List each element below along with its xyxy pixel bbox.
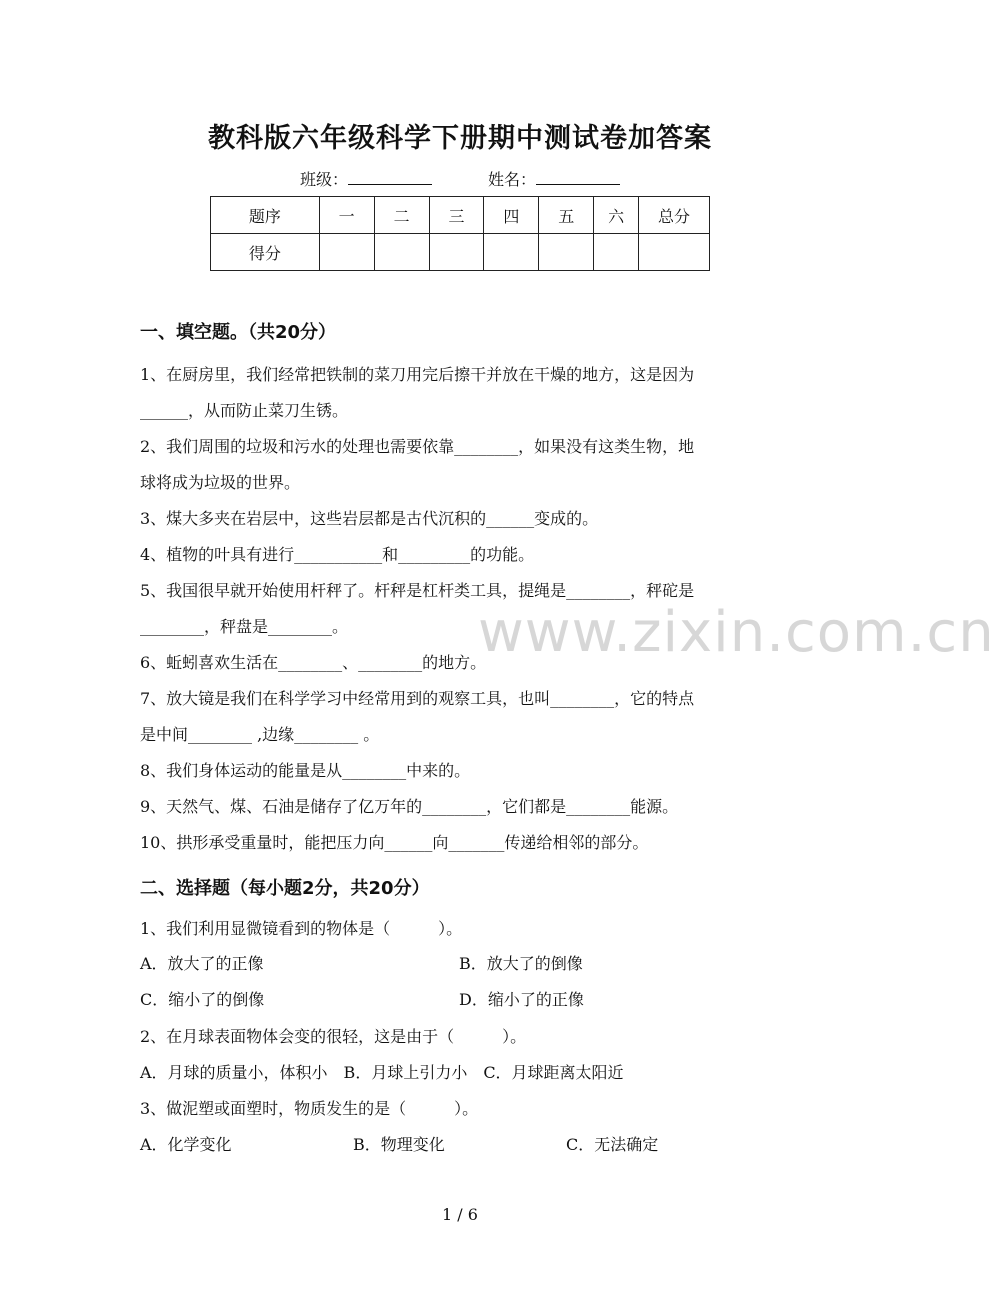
q1-option-d: D．缩小了的正像 — [459, 990, 584, 1009]
question-line: 6、蚯蚓喜欢生活在________、________的地方。 — [140, 653, 487, 672]
question-line: 3、煤大多夹在岩层中，这些岩层都是古代沉积的______变成的。 — [140, 509, 599, 528]
q3-option-a: A．化学变化 — [140, 1135, 232, 1154]
score-header-cell: 总分 — [639, 197, 710, 234]
score-header-cell: 一 — [319, 197, 374, 234]
question-line: 2、我们周围的垃圾和污水的处理也需要依靠________，如果没有这类生物，地 — [140, 437, 695, 456]
class-blank — [348, 170, 432, 185]
question-line: 是中间________ ,边缘________ 。 — [140, 725, 380, 744]
question-line: ________，秤盘是________。 — [140, 617, 349, 636]
q2-options: A．月球的质量小，体积小 B．月球上引力小 C．月球距离太阳近 — [140, 1063, 624, 1082]
score-table — [210, 196, 710, 271]
score-header-cell: 二 — [374, 197, 429, 234]
question-line: 7、放大镜是我们在科学学习中经常用到的观察工具，也叫________，它的特点 — [140, 689, 695, 708]
score-cell — [429, 234, 484, 271]
page-number: 1 / 6 — [442, 1205, 478, 1224]
q1-option-c: C．缩小了的倒像 — [140, 990, 265, 1009]
score-cell — [594, 234, 639, 271]
question-line: 4、植物的叶具有进行___________和_________的功能。 — [140, 545, 535, 564]
score-header-cell: 六 — [594, 197, 639, 234]
q1-stem: 1、我们利用显微镜看到的物体是（ ）。 — [140, 919, 463, 938]
q1-option-a: A．放大了的正像 — [140, 954, 264, 973]
score-header-cell: 题序 — [211, 197, 320, 234]
question-line: 1、在厨房里，我们经常把铁制的菜刀用完后擦干并放在干燥的地方，这是因为 — [140, 365, 695, 384]
student-info — [0, 167, 920, 190]
q3-option-c: C．无法确定 — [566, 1135, 659, 1154]
class-label: 班级： — [299, 170, 348, 189]
q2-stem: 2、在月球表面物体会变的很轻，这是由于（ ）。 — [140, 1027, 527, 1046]
q1-option-b: B．放大了的倒像 — [459, 954, 583, 973]
score-header-cell: 五 — [539, 197, 594, 234]
score-cell — [319, 234, 374, 271]
section2-heading: 二、选择题（每小题2分，共20分） — [140, 878, 430, 899]
exam-title: 教科版六年级科学下册期中测试卷加答案 — [208, 123, 712, 154]
q3-stem: 3、做泥塑或面塑时，物质发生的是（ ）。 — [140, 1099, 479, 1118]
question-line: 球将成为垃圾的世界。 — [140, 473, 301, 492]
score-cell — [484, 234, 539, 271]
score-cell — [639, 234, 710, 271]
score-cell — [539, 234, 594, 271]
score-cell — [374, 234, 429, 271]
score-table-header-row — [211, 197, 710, 234]
score-row-label: 得分 — [211, 234, 320, 271]
question-line: ______，从而防止菜刀生锈。 — [140, 401, 349, 420]
section1-heading: 一、填空题。（共20分） — [140, 322, 337, 343]
question-line: 5、我国很早就开始使用杆秤了。杆秤是杠杆类工具，提绳是________，秤砣是 — [140, 581, 695, 600]
name-blank — [536, 170, 620, 185]
question-line: 10、拱形承受重量时，能把压力向______向_______传递给相邻的部分。 — [140, 833, 649, 852]
score-header-cell: 四 — [484, 197, 539, 234]
q3-option-b: B．物理变化 — [353, 1135, 445, 1154]
question-line: 9、天然气、煤、石油是储存了亿万年的________，它们都是________能源。 — [140, 797, 679, 816]
question-line: 8、我们身体运动的能量是从________中来的。 — [140, 761, 471, 780]
score-header-cell: 三 — [429, 197, 484, 234]
score-table-score-row — [211, 234, 710, 271]
name-label: 姓名： — [488, 170, 537, 189]
watermark: www.zixin.com.cn — [478, 600, 995, 665]
